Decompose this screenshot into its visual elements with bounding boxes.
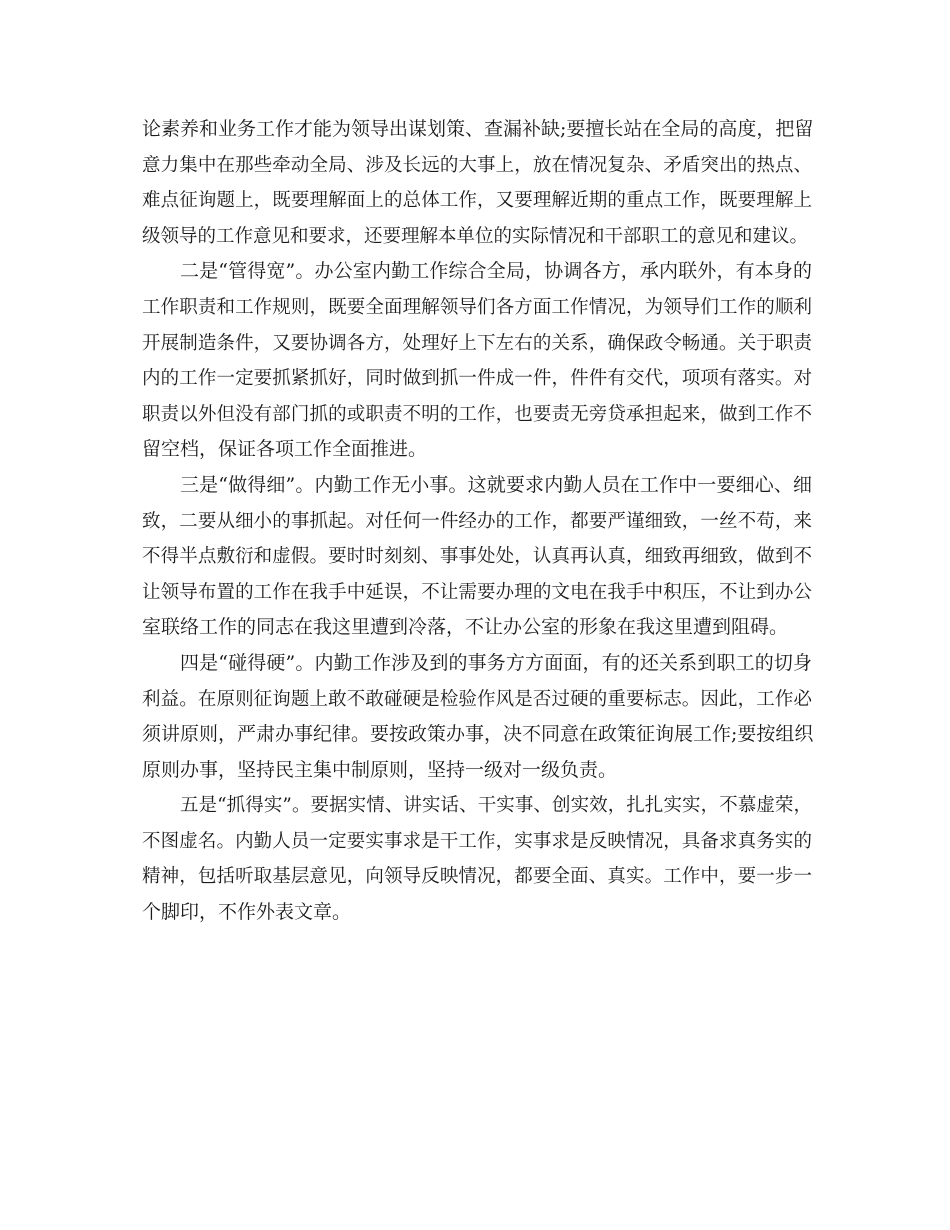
text-line: 级领导的工作意见和要求，还要理解本单位的实际情况和干部职工的意见和建议。 [142,225,809,247]
text-line: 三是“做得细”。内勤工作无小事。这就要求内勤人员在工作中一要细心、细 [180,473,812,496]
text-line: 让领导布置的工作在我手中延误，不让需要办理的文电在我手中积压，不让到办公 [142,581,812,603]
text-line: 职责以外但没有部门抓的或职责不明的工作，也要责无旁贷承担起来，做到工作不 [142,403,812,425]
paragraph-2 [142,254,812,468]
text-line: 个脚印，不作外表文章。 [142,901,352,924]
text-line: 不得半点敷衍和虚假。要时时刻刻、事事处处，认真再认真，细致再细致，做到不 [142,546,812,568]
text-line: 论素养和业务工作才能为领导出谋划策、查漏补缺;要擅长站在全局的高度，把留 [142,118,814,140]
text-line: 意力集中在那些牵动全局、涉及长远的大事上，放在情况复杂、矛盾突出的热点、 [142,154,812,176]
text-line: 四是“碰得硬”。内勤工作涉及到的事务方方面面，有的还关系到职工的切身 [180,651,812,674]
text-line: 原则办事，坚持民主集中制原则，坚持一级对一级负责。 [142,758,618,781]
text-line: 开展制造条件，又要协调各方，处理好上下左右的关系，确保政令畅通。关于职责 [142,332,812,354]
text-line: 精神，包括听取基层意见，向领导反映情况，都要全面、真实。工作中，要一步一 [142,866,812,888]
text-line: 难点征询题上，既要理解面上的总体工作，又要理解近期的重点工作，既要理解上 [142,190,812,212]
paragraph-5 [142,788,812,930]
paragraph-4 [142,646,812,788]
paragraph-1 [142,112,812,254]
text-line: 利益。在原则征询题上敢不敢碰硬是检验作风是否过硬的重要标志。因此，工作必 [142,688,812,710]
text-line: 不图虚名。内勤人员一定要实事求是干工作，实事求是反映情况，具备求真务实的 [142,830,812,852]
text-line: 致，二要从细小的事抓起。对任何一件经办的工作，都要严谨细致，一丝不苟，来 [142,510,812,532]
text-line: 内的工作一定要抓紧抓好，同时做到抓一件成一件，件件有交代，项项有落实。对 [142,368,812,390]
text-line: 室联络工作的同志在我这里遭到冷落，不让办公室的形象在我这里遭到阻碍。 [142,616,789,639]
text-line: 须讲原则，严肃办事纪律。要按政策办事，决不同意在政策征询展工作;要按组织 [142,723,814,746]
text-line: 留空档，保证各项工作全面推进。 [142,438,428,461]
text-line: 五是“抓得实”。要据实情、讲实话、干实事、创实效，扎扎实实，不慕虚荣， [180,795,812,817]
paragraph-3 [142,468,812,646]
document-body [142,112,812,931]
text-line: 工作职责和工作规则，既要全面理解领导们各方面工作情况，为领导们工作的顺利 [142,296,812,318]
text-line: 二是“管得宽”。办公室内勤工作综合全局，协调各方，承内联外，有本身的 [180,260,812,283]
